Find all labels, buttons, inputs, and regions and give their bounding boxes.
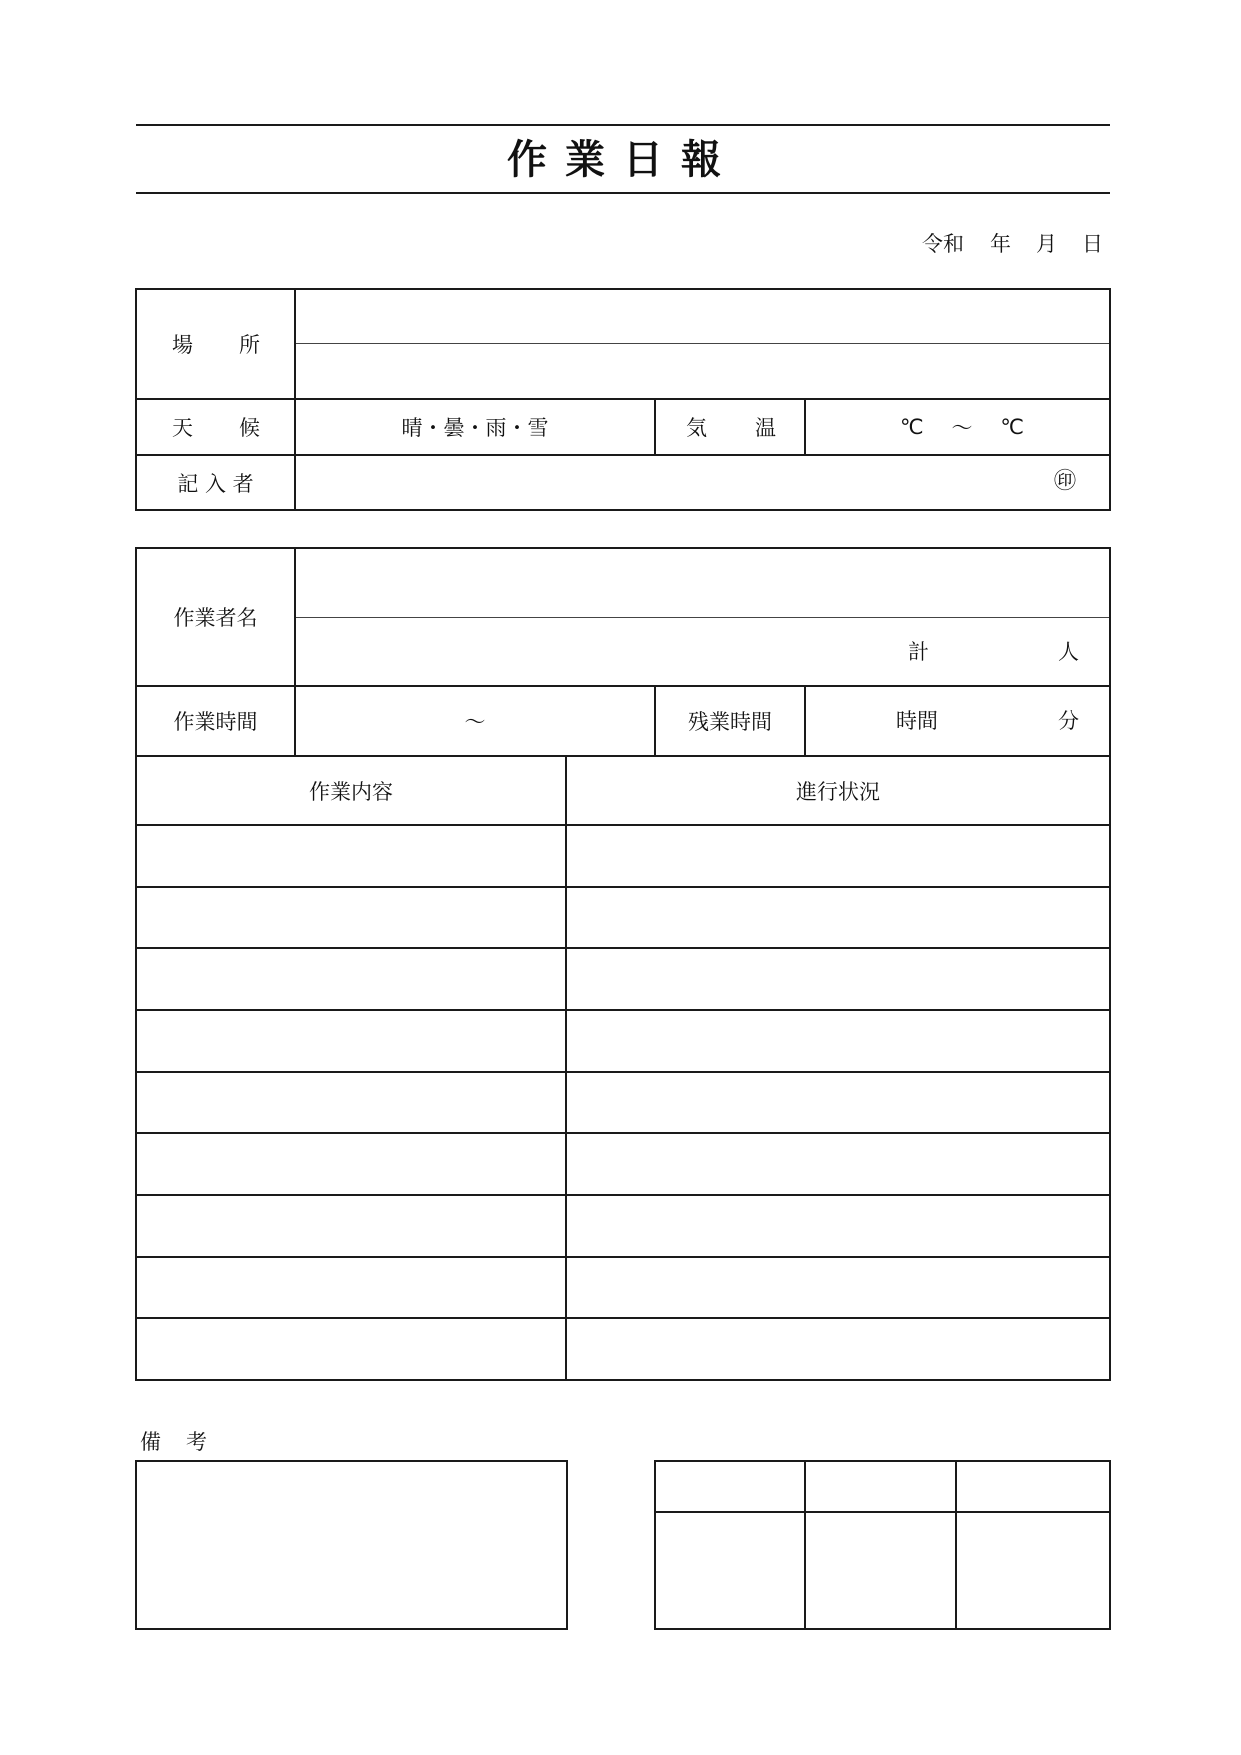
table-row[interactable]: [137, 1319, 1109, 1379]
date-day: 日: [1082, 232, 1103, 256]
remarks-label-char2: 考: [186, 1430, 207, 1454]
approval-cell-2[interactable]: [806, 1513, 955, 1628]
table-row[interactable]: [137, 1073, 1109, 1132]
location-label-char2: 所: [239, 333, 260, 357]
temperature-label: [686, 400, 776, 454]
total-nin: 人: [1058, 640, 1079, 664]
table-row[interactable]: [137, 888, 1109, 947]
seal-mark: ㊞: [1054, 469, 1077, 494]
weather-divider: [654, 398, 656, 456]
overtime-label: 残業時間: [688, 710, 772, 734]
table-row[interactable]: [137, 1258, 1109, 1317]
recorder-field[interactable]: [296, 456, 1109, 509]
overtime-minutes: 分: [1058, 709, 1079, 733]
temperature-tilde: ～: [951, 416, 973, 440]
date-era: 令和: [922, 232, 964, 256]
table-row[interactable]: [137, 1134, 1109, 1194]
location-field[interactable]: [296, 290, 1109, 398]
remarks-label-char1: 備: [140, 1430, 161, 1454]
progress-header: 進行状況: [796, 779, 880, 804]
table-row[interactable]: [137, 1196, 1109, 1256]
weather-options[interactable]: 晴・曇・雨・雪: [401, 416, 549, 440]
weather-label-char1: 天: [172, 416, 193, 440]
temperature-divider: [804, 398, 806, 456]
table-row[interactable]: [137, 826, 1109, 886]
title-bottom-rule: [136, 192, 1110, 194]
content-header: 作業内容: [309, 779, 393, 804]
work-hours-field[interactable]: ～: [464, 710, 486, 734]
location-label: [172, 290, 260, 398]
weather-label-char2: 候: [239, 416, 260, 440]
temperature-unit-low: ℃: [900, 415, 924, 439]
temperature-label-char2: 温: [755, 416, 776, 440]
total-kei: 計: [908, 640, 929, 664]
table-row[interactable]: [137, 949, 1109, 1009]
location-label-char1: 場: [172, 333, 193, 357]
remarks-box[interactable]: [135, 1460, 568, 1630]
approval-cell-1[interactable]: [656, 1513, 804, 1628]
work-hours-label: 作業時間: [173, 710, 258, 734]
temperature-unit-high: ℃: [1000, 415, 1024, 439]
recorder-label: 記 入 者: [177, 471, 254, 496]
title-top-rule: [136, 124, 1110, 126]
table-row[interactable]: [137, 1011, 1109, 1071]
temperature-range[interactable]: [900, 400, 1024, 454]
workers-label: 作業者名: [173, 606, 258, 630]
page-title: 作業日報: [507, 137, 739, 183]
approval-cell-3[interactable]: [957, 1513, 1109, 1628]
temperature-label-char1: 気: [686, 416, 707, 440]
weather-label: [172, 400, 260, 454]
workers-field[interactable]: [296, 549, 1109, 685]
date-year: 年: [990, 232, 1011, 256]
overtime-hours: 時間: [896, 709, 938, 733]
date-month: 月: [1036, 232, 1057, 256]
